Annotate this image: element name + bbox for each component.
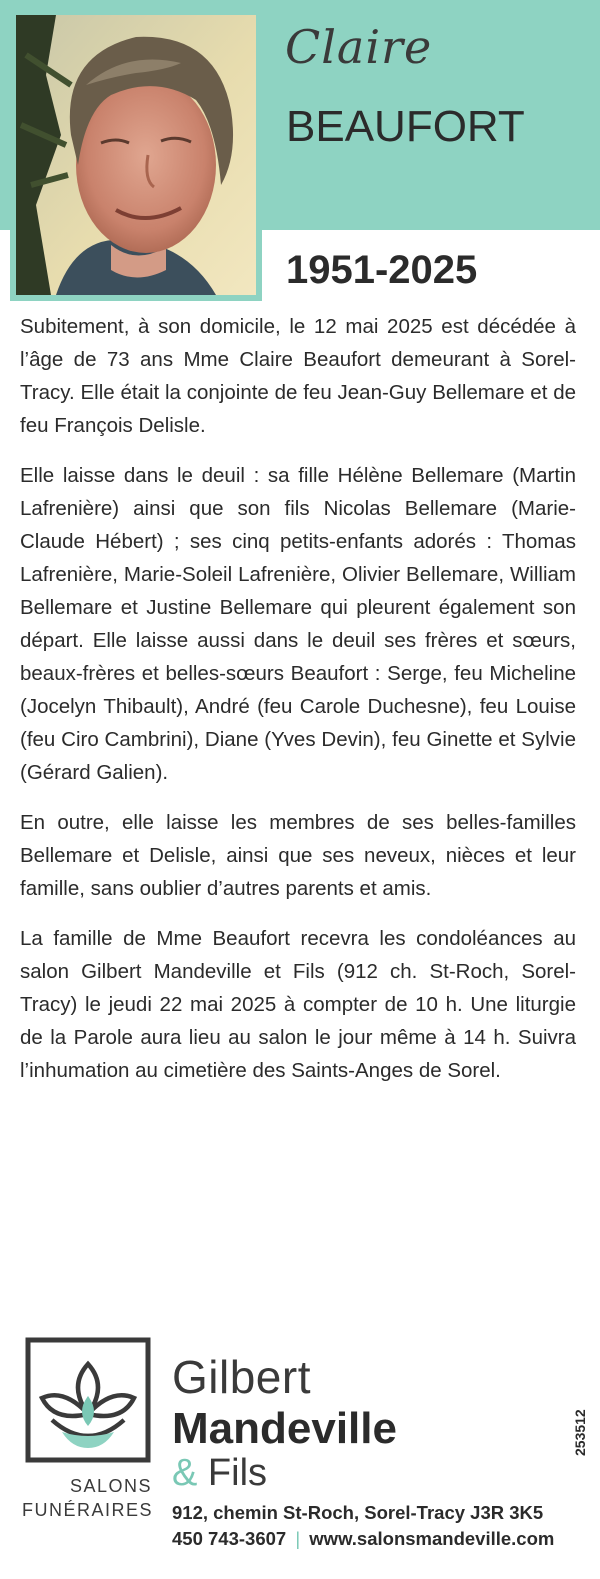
brand-name-mandeville: Mandeville bbox=[172, 1404, 397, 1453]
obituary-paragraph: Subitement, à son domicile, le 12 mai 2025 est décédée à l’âge de 73 ans Mme Claire Beaufort demeurant à Sorel-Tracy. Elle était la conjointe de feu Jean-Guy Bellemare et de feu François Delisle. bbox=[20, 315, 576, 437]
phone-number: 450 743-3607 bbox=[172, 1528, 287, 1549]
obituary-text bbox=[20, 310, 576, 1104]
brand-ampersand: & bbox=[172, 1452, 198, 1494]
obituary-paragraph: En outre, elle laisse les membres de ses belles-familles Bellemare et Delisle, ainsi que ses neveux, nièces et leur famille, sans oublier d’autres parents et amis. bbox=[20, 811, 576, 900]
ad-reference-number: 253512 bbox=[572, 1409, 588, 1456]
deceased-first-name: Claire bbox=[285, 20, 433, 74]
brand-name-fils bbox=[172, 1452, 267, 1494]
funeral-home-contact bbox=[172, 1528, 554, 1550]
brand-fils-text: Fils bbox=[207, 1452, 268, 1494]
salons-funeraires-label bbox=[22, 1474, 152, 1522]
website-link[interactable]: www.salonsmandeville.com bbox=[309, 1528, 555, 1549]
portrait-photo bbox=[16, 15, 256, 295]
brand-name-gilbert: Gilbert bbox=[172, 1351, 311, 1403]
funeral-home-address: 912, chemin St-Roch, Sorel-Tracy J3R 3K5 bbox=[172, 1502, 544, 1523]
life-dates: 1951-2025 bbox=[286, 248, 478, 292]
contact-separator: | bbox=[295, 1528, 301, 1549]
salons-label: SALONS bbox=[69, 1476, 152, 1496]
obituary-paragraph: Elle laisse dans le deuil : sa fille Hélène Bellemare (Martin Lafrenière) ainsi que son fils Nicolas Bellemare (Marie-Claude Hébert) ; ses cinq petits-enfants adorés : Thomas Lafrenière, Marie-Soleil Lafrenière, Olivier Bellemare, William Bellemare et Justine Bellemare qui pleurent également son départ. Elle laisse aussi dans le deuil ses frères et sœurs, beaux-frères et belles-sœurs Beaufort : Serge, feu Micheline (Jocelyn Thibault), André (feu Carole Duchesne), feu Louise (feu Ciro Cambrini), Diane (Yves Devin), feu Ginette et Sylvie (Gérard Galien). bbox=[20, 464, 576, 784]
lotus-logo-icon bbox=[24, 1336, 152, 1464]
funeraires-label: FUNÉRAIRES bbox=[22, 1500, 154, 1520]
obituary-paragraph: La famille de Mme Beaufort recevra les condoléances au salon Gilbert Mandeville et Fils (912 ch. St-Roch, Sorel-Tracy) le jeudi 22 mai 2025 à compter de 10 h. Une liturgie de la Parole aura lieu au salon le jour même à 14 h. Suivra l’inhumation au cimetière des Saints-Anges de Sorel. bbox=[20, 927, 576, 1082]
deceased-last-name: BEAUFORT bbox=[286, 102, 525, 151]
